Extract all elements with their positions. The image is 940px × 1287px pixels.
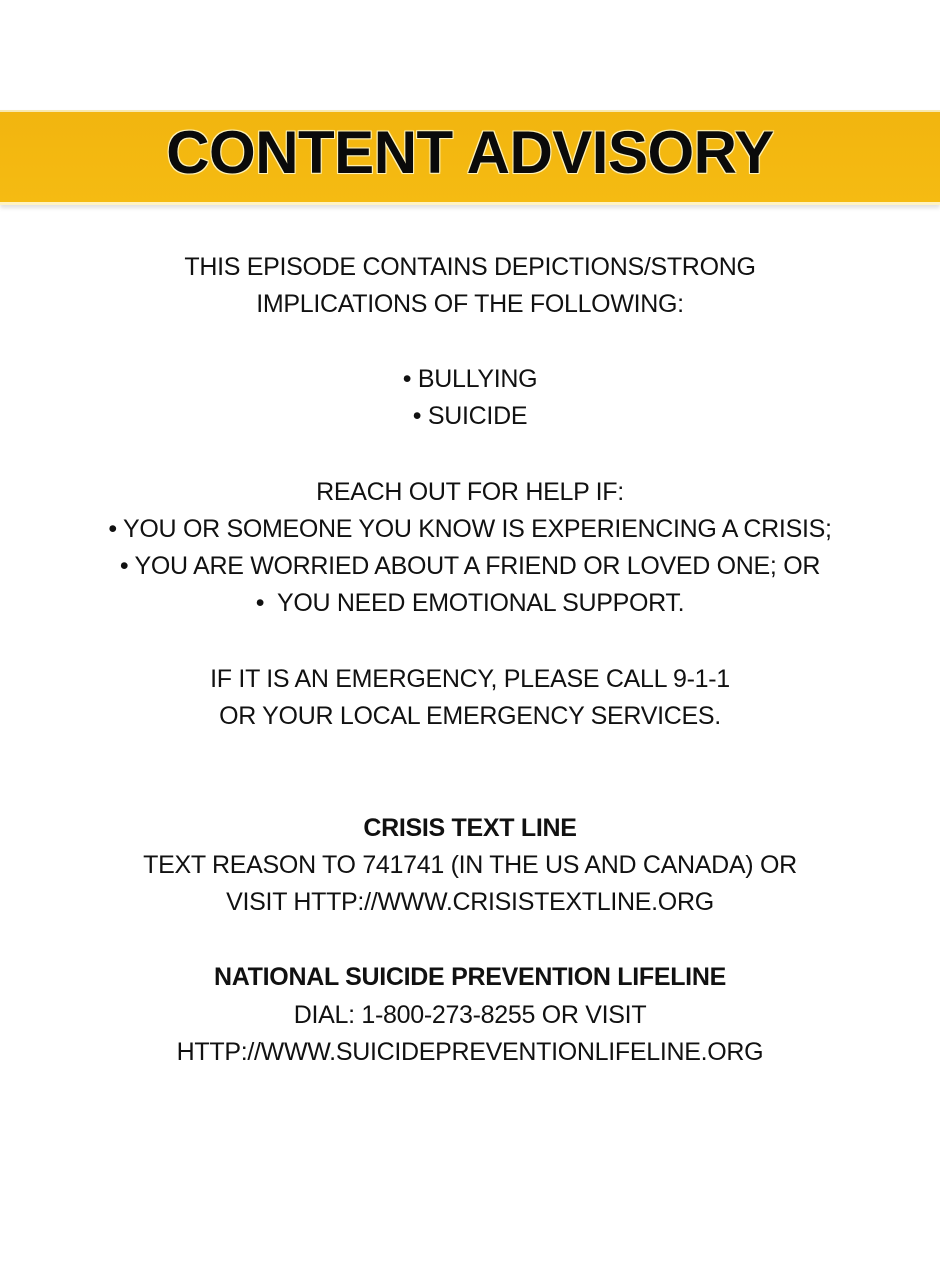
lifeline-title: NATIONAL SUICIDE PREVENTION LIFELINE: [214, 963, 726, 991]
reach-out-heading: REACH OUT FOR HELP IF:: [316, 478, 624, 506]
reach-out-item: • YOU NEED EMOTIONAL SUPPORT.: [255, 589, 685, 617]
crisis-text-line-link[interactable]: VISIT HTTP://WWW.CRISISTEXTLINE.ORG: [226, 888, 714, 916]
crisis-text-line-detail: TEXT REASON TO 741741 (IN THE US AND CANADA) OR: [143, 851, 797, 879]
lifeline-phone: DIAL: 1-800-273-8255 OR VISIT: [293, 1001, 647, 1029]
crisis-text-line-title: CRISIS TEXT LINE: [363, 814, 577, 842]
topic-item: • SUICIDE: [412, 402, 528, 430]
reach-out-item: • YOU ARE WORRIED ABOUT A FRIEND OR LOVED ONE; OR: [119, 552, 821, 580]
lifeline-link[interactable]: HTTP://WWW.SUICIDEPREVENTIONLIFELINE.ORG: [176, 1038, 764, 1066]
emergency-line: OR YOUR LOCAL EMERGENCY SERVICES.: [219, 702, 721, 730]
topic-item: • BULLYING: [402, 365, 538, 393]
reach-out-item: • YOU OR SOMEONE YOU KNOW IS EXPERIENCING A CRISIS;: [108, 515, 832, 543]
emergency-line: IF IT IS AN EMERGENCY, PLEASE CALL 9-1-1: [210, 665, 730, 693]
intro-line: IMPLICATIONS OF THE FOLLOWING:: [256, 290, 684, 318]
intro-line: THIS EPISODE CONTAINS DEPICTIONS/STRONG: [184, 253, 756, 281]
advisory-title: CONTENT ADVISORY: [166, 119, 774, 186]
